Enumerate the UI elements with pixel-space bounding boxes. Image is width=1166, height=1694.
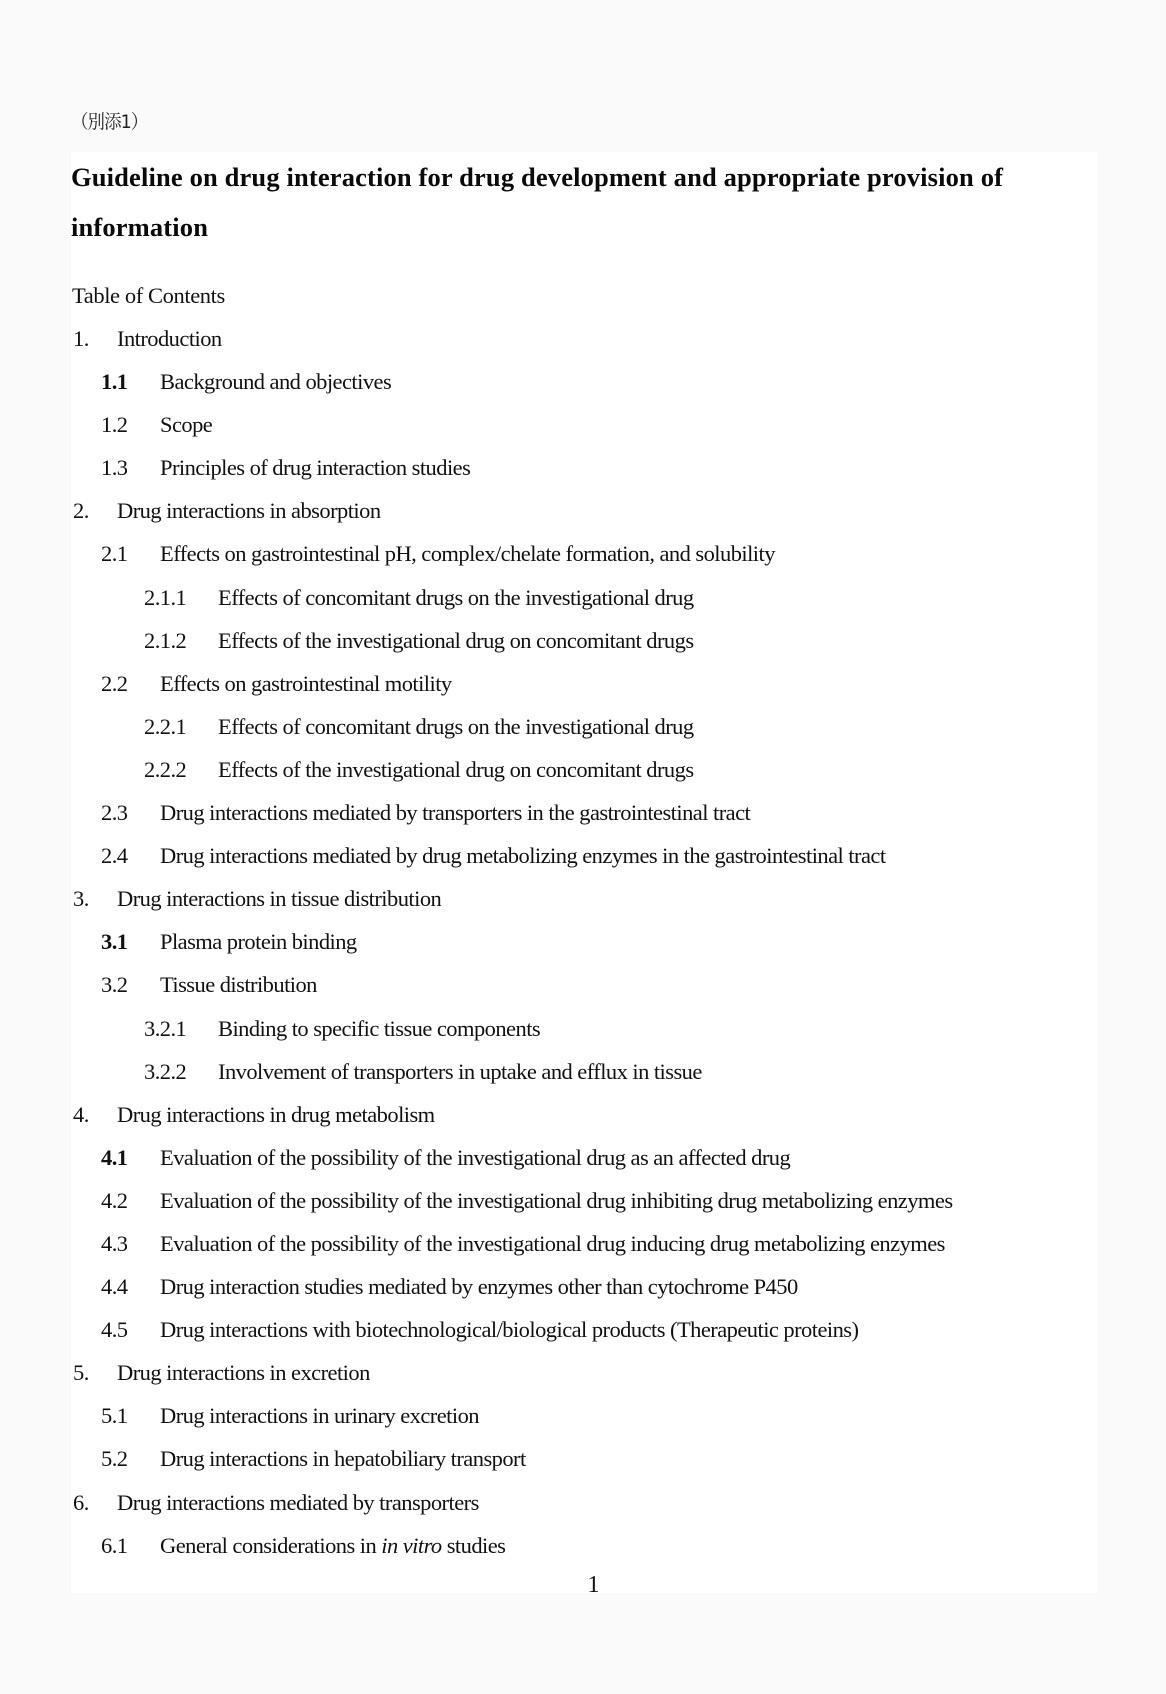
- toc-entry-title: Tissue distribution: [160, 972, 317, 998]
- toc-entry-title: Binding to specific tissue components: [218, 1015, 541, 1041]
- toc-entry-number: 2.3: [101, 800, 128, 826]
- toc-entry-title: Drug interactions in hepatobiliary transport: [160, 1446, 526, 1472]
- document-page: [71, 152, 1098, 1598]
- toc-entry-number: 5.: [73, 1360, 89, 1386]
- toc-entry-number: 5.1: [101, 1403, 128, 1429]
- toc-entry-title-part: General considerations in: [160, 1532, 382, 1558]
- toc-entry-number: 6.1: [101, 1532, 128, 1558]
- toc-entry-number: 2.2: [101, 670, 128, 696]
- toc-entry-number: 2.4: [101, 843, 128, 869]
- toc-entry-title: Drug interactions in tissue distribution: [117, 886, 442, 912]
- page-number: 1: [587, 1572, 600, 1598]
- toc-entry-number: 1.3: [101, 455, 128, 481]
- toc-entry-number: 2.2.1: [144, 713, 187, 739]
- toc-entry-title: Effects of concomitant drugs on the investigational drug: [218, 584, 694, 610]
- toc-entry-title: Drug interactions in excretion: [117, 1360, 370, 1386]
- toc-entry-number: 4.2: [101, 1187, 128, 1213]
- toc-entry-number: 1.1: [101, 369, 128, 395]
- toc-entry-number: 4.5: [101, 1317, 128, 1343]
- toc-entry-title: Drug interactions with biotechnological/biological products (Therapeutic proteins): [160, 1317, 859, 1343]
- toc-entry-title: Evaluation of the possibility of the investigational drug inducing drug metabolizing enzymes: [160, 1230, 945, 1256]
- toc-entry-number: 4.4: [101, 1274, 128, 1300]
- toc-entry-number: 3.2: [101, 972, 128, 998]
- toc-entry-title: Drug interactions in drug metabolism: [117, 1101, 435, 1127]
- toc-entry-number: 2.1.2: [144, 627, 187, 653]
- toc-entry-number: 3.2.2: [144, 1058, 187, 1084]
- toc-entry-number: 1.: [73, 326, 89, 351]
- toc-entry-title-part: studies: [441, 1532, 506, 1558]
- toc-heading: Table of Contents: [72, 283, 225, 308]
- toc-entry-title: Drug interactions in absorption: [117, 498, 381, 524]
- toc-entry-title: Background and objectives: [160, 369, 392, 395]
- toc-entry-title: Effects of the investigational drug on concomitant drugs: [218, 756, 694, 782]
- toc-entry-title: Effects on gastrointestinal pH, complex/chelate formation, and solubility: [160, 541, 775, 567]
- toc-entry-number: 4.3: [101, 1230, 128, 1256]
- toc-entry-number: 2.: [73, 498, 89, 524]
- toc-entry-title: Evaluation of the possibility of the investigational drug as an affected drug: [160, 1144, 791, 1170]
- document-title: Guideline on drug interaction for drug development and appropriate provision of information: [71, 162, 1004, 242]
- toc-entry-number: 3.: [73, 886, 89, 912]
- toc-entry-title: Introduction: [117, 326, 222, 351]
- toc-entry-number: 4.1: [101, 1144, 128, 1170]
- toc-entry-title: Scope: [160, 412, 213, 438]
- toc-entry-title: Plasma protein binding: [160, 929, 357, 955]
- toc-entry-title: Drug interactions mediated by drug metabolizing enzymes in the gastrointestinal tract: [160, 843, 886, 869]
- toc-entry-title: Involvement of transporters in uptake and efflux in tissue: [218, 1058, 702, 1084]
- toc-entry-number: 4.: [73, 1101, 89, 1127]
- toc-entry-title-italic: in vitro: [381, 1532, 442, 1558]
- toc-entry-title: Effects of the investigational drug on concomitant drugs: [218, 627, 694, 653]
- toc-entry-number: 2.1: [101, 541, 128, 567]
- toc-entry-number: 2.1.1: [144, 584, 187, 610]
- toc-entry-title: Drug interactions in urinary excretion: [160, 1403, 479, 1429]
- toc-entry-title: Effects of concomitant drugs on the investigational drug: [218, 713, 694, 739]
- toc-entry-number: 6.: [73, 1489, 89, 1515]
- toc-entry-title: Effects on gastrointestinal motility: [160, 670, 452, 696]
- toc-entry-number: 5.2: [101, 1446, 128, 1472]
- toc-entry-title: Drug interaction studies mediated by enzymes other than cytochrome P450: [160, 1274, 798, 1300]
- toc-entry-title: [160, 1533, 505, 1559]
- annex-label: （別添1）: [71, 111, 148, 133]
- toc-entry-number: 1.2: [101, 412, 128, 438]
- toc-entry-title: Evaluation of the possibility of the investigational drug inhibiting drug metabolizing enzymes: [160, 1187, 953, 1213]
- toc-entry-title: Drug interactions mediated by transporters: [117, 1489, 479, 1515]
- toc-entry-number: 3.2.1: [144, 1015, 187, 1041]
- toc-entry-number: 3.1: [101, 929, 128, 955]
- toc-entry-title: Principles of drug interaction studies: [160, 455, 471, 481]
- toc-entry-number: 2.2.2: [144, 756, 187, 782]
- toc-entry-title: Drug interactions mediated by transporters in the gastrointestinal tract: [160, 800, 751, 826]
